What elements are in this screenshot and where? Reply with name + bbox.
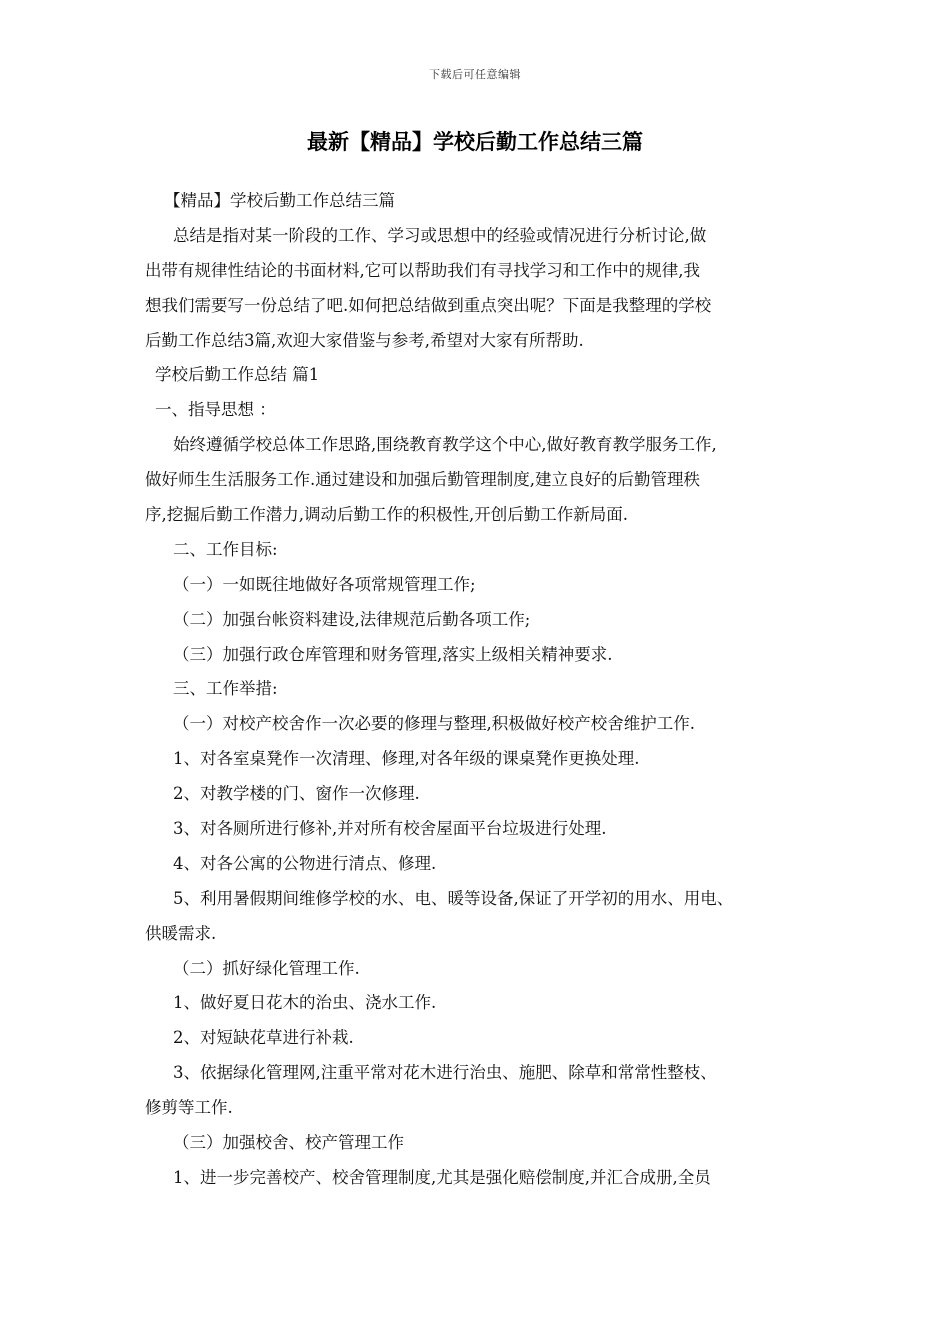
- text-line: 4、对各公寓的公物进行清点、修理.: [173, 853, 437, 873]
- text-line: （三）加强校舍、校产管理工作: [173, 1133, 404, 1153]
- text-line: 总结是指对某一阶段的工作、学习或思想中的经验或情况进行分析讨论,做: [173, 225, 707, 245]
- text-line: 2、对教学楼的门、窗作一次修理.: [173, 784, 420, 804]
- text-line: 1、进一步完善校产、校舍管理制度,尤其是强化赔偿制度,并汇合成册,全员: [173, 1167, 711, 1187]
- text-line: 【精品】学校后勤工作总结三篇: [164, 191, 395, 210]
- header-note: 下载后可任意编辑: [429, 68, 521, 81]
- text-line: 想我们需要写一份总结了吧.如何把总结做到重点突出呢？下面是我整理的学校: [145, 295, 712, 315]
- text-line: 5、利用暑假期间维修学校的水、电、暖等设备,保证了开学初的用水、用电、: [173, 888, 734, 908]
- text-line: （一）对校产校舍作一次必要的修理与整理,积极做好校产校舍维护工作.: [173, 714, 695, 734]
- text-line: （一）一如既往地做好各项常规管理工作;: [173, 574, 476, 594]
- text-line: 1、做好夏日花木的治虫、浇水工作.: [173, 993, 437, 1013]
- text-line: 1、对各室桌凳作一次清理、修理,对各年级的课桌凳作更换处理.: [173, 749, 640, 769]
- text-line: 序,挖掘后勤工作潜力,调动后勤工作的积极性,开创后勤工作新局面.: [145, 505, 628, 525]
- text-line: 出带有规律性结论的书面材料,它可以帮助我们有寻找学习和工作中的规律,我: [145, 260, 700, 280]
- text-line: 始终遵循学校总体工作思路,围绕教育教学这个中心,做好教育教学服务工作,: [173, 435, 717, 455]
- text-line: 2、对短缺花草进行补栽.: [173, 1028, 354, 1048]
- document-title: 最新【精品】学校后勤工作总结三篇: [307, 130, 643, 154]
- text-line: 三、工作举措:: [173, 679, 278, 699]
- text-line: 二、工作目标:: [173, 539, 278, 559]
- text-line: （二）加强台帐资料建设,法律规范后勤各项工作;: [173, 609, 531, 629]
- text-line: （二）抓好绿化管理工作.: [173, 958, 360, 978]
- text-line: 学校后勤工作总结 篇1: [155, 365, 320, 385]
- text-line: 3、对各厕所进行修补,并对所有校舍屋面平台垃圾进行处理.: [173, 819, 607, 839]
- text-line: 一、指导思想 ：: [155, 400, 276, 420]
- text-line: 供暖需求.: [145, 923, 217, 943]
- text-line: 做好师生生活服务工作.通过建设和加强后勤管理制度,建立良好的后勤管理秩: [145, 470, 700, 490]
- document-body: [145, 184, 815, 1196]
- text-line: 3、依据绿化管理网,注重平常对花木进行治虫、施肥、除草和常常性整枝、: [173, 1063, 717, 1083]
- text-line: 后勤工作总结3篇,欢迎大家借鉴与参考,希望对大家有所帮助.: [145, 330, 584, 350]
- text-line: 修剪等工作.: [145, 1098, 233, 1118]
- text-line: （三）加强行政仓库管理和财务管理,落实上级相关精神要求.: [173, 644, 613, 664]
